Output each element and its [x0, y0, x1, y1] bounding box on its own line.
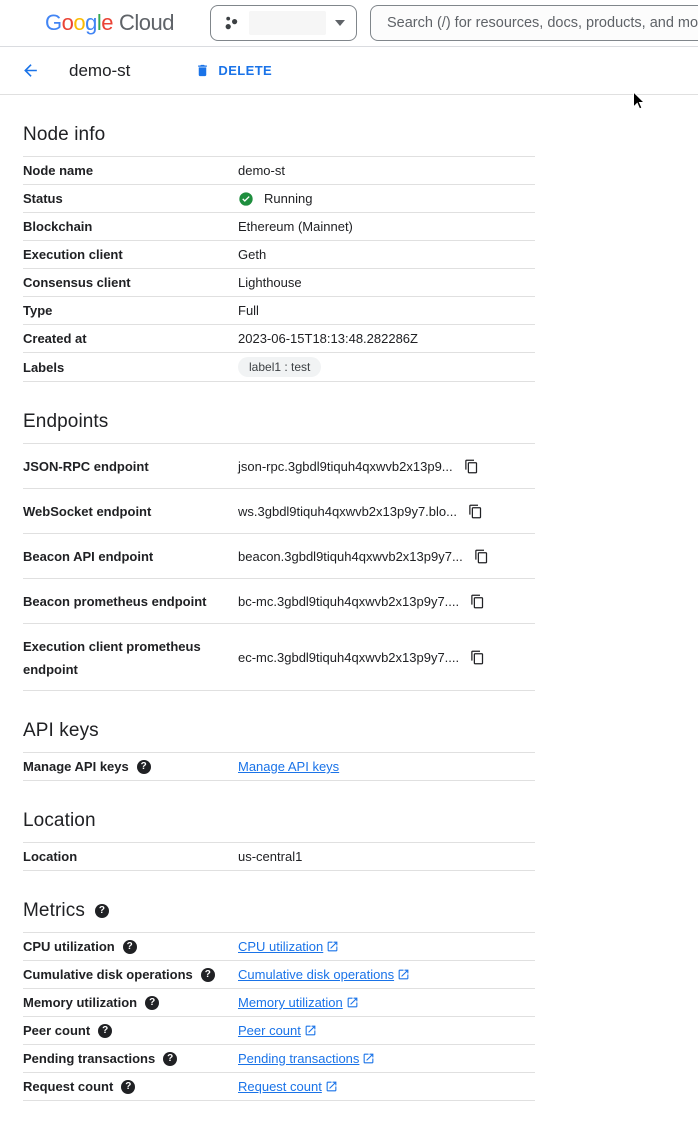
row-value — [238, 489, 483, 533]
table-row — [23, 212, 535, 240]
open-in-new-icon — [325, 1080, 338, 1093]
row-label: Cumulative disk operations ? — [23, 967, 238, 982]
help-icon[interactable]: ? — [163, 1052, 177, 1066]
table-row — [23, 960, 535, 988]
table-row — [23, 623, 535, 690]
row-value — [238, 624, 485, 690]
row-value — [238, 967, 410, 982]
row-label: Pending transactions ? — [23, 1051, 238, 1066]
row-value: Full — [238, 303, 259, 318]
row-label: Labels — [23, 359, 65, 375]
node-info-heading: Node info — [23, 124, 106, 145]
row-label: Blockchain — [23, 219, 93, 234]
help-icon[interactable]: ? — [201, 968, 215, 982]
copy-button[interactable] — [474, 549, 489, 564]
google-cloud-logo[interactable] — [45, 10, 174, 36]
manage-api-keys-link[interactable]: Manage API keys — [238, 759, 340, 774]
table-row — [23, 324, 535, 352]
row-value: Ethereum (Mainnet) — [238, 219, 353, 234]
table-row — [23, 488, 535, 533]
row-value: us-central1 — [238, 849, 303, 864]
row-value — [238, 579, 485, 623]
metric-link[interactable]: Request count — [238, 1079, 338, 1094]
back-button[interactable] — [18, 59, 42, 83]
project-name-redacted — [249, 11, 326, 35]
table-row — [23, 296, 535, 324]
metric-link[interactable]: Peer count — [238, 1023, 317, 1038]
row-label: Status — [23, 191, 63, 206]
table-row — [23, 1044, 535, 1072]
delete-button[interactable] — [187, 57, 280, 84]
copy-icon — [470, 594, 485, 609]
row-value: Geth — [238, 247, 267, 262]
metric-link[interactable]: Cumulative disk operations — [238, 967, 410, 982]
table-row — [23, 533, 535, 578]
table-row — [23, 988, 535, 1016]
copy-button[interactable] — [468, 504, 483, 519]
table-row — [23, 752, 535, 780]
copy-button[interactable] — [470, 650, 485, 665]
arrow-back-icon — [21, 61, 40, 80]
metric-link[interactable]: Pending transactions — [238, 1051, 375, 1066]
page-header — [0, 47, 698, 95]
row-label: Execution client — [23, 247, 123, 262]
open-in-new-icon — [397, 968, 410, 981]
row-label: Manage API keys ? — [23, 759, 238, 774]
main-content — [0, 124, 535, 1101]
open-in-new-icon — [326, 940, 339, 953]
endpoints-table — [23, 443, 535, 691]
table-row — [23, 842, 535, 870]
row-value — [238, 1051, 375, 1066]
row-label: Request count ? — [23, 1079, 238, 1094]
help-icon[interactable]: ? — [137, 760, 151, 774]
row-label: WebSocket endpoint — [23, 504, 152, 519]
row-label: Consensus client — [23, 275, 131, 290]
label-chip: label1 : test — [238, 357, 321, 377]
table-row — [23, 184, 535, 212]
delete-button-label: DELETE — [218, 63, 273, 78]
page-title: demo-st — [69, 60, 131, 80]
row-value — [238, 1023, 317, 1038]
row-value: demo-st — [238, 163, 285, 178]
row-value — [238, 534, 489, 578]
row-label: Type — [23, 303, 53, 318]
endpoints-heading: Endpoints — [23, 411, 109, 432]
chevron-down-icon — [335, 20, 345, 26]
row-label: Peer count ? — [23, 1023, 238, 1038]
copy-button[interactable] — [464, 459, 479, 474]
table-row — [23, 240, 535, 268]
open-in-new-icon — [362, 1052, 375, 1065]
row-value — [238, 357, 321, 377]
open-in-new-icon — [304, 1024, 317, 1037]
row-value — [238, 444, 479, 488]
metric-link[interactable]: CPU utilization — [238, 939, 339, 954]
help-icon[interactable]: ? — [121, 1080, 135, 1094]
row-label: Execution client prometheus endpoint — [23, 639, 201, 677]
copy-icon — [474, 549, 489, 564]
endpoint-url: ws.3gbdl9tiquh4qxwvb2x13p9y7.blo... — [238, 503, 457, 519]
status-check-icon — [238, 191, 254, 207]
endpoint-url: json-rpc.3gbdl9tiquh4qxwvb2x13p9... — [238, 458, 453, 474]
row-value: Lighthouse — [238, 275, 302, 290]
location-table — [23, 842, 535, 871]
row-label: Beacon API endpoint — [23, 549, 154, 564]
row-value — [238, 1079, 338, 1094]
trash-icon — [195, 63, 210, 78]
copy-icon — [464, 459, 479, 474]
row-label: Memory utilization ? — [23, 995, 238, 1010]
search-input[interactable] — [370, 5, 698, 41]
endpoint-url: beacon.3gbdl9tiquh4qxwvb2x13p9y7... — [238, 548, 463, 564]
row-value: 2023-06-15T18:13:48.282286Z — [238, 331, 418, 346]
row-label: CPU utilization ? — [23, 939, 238, 954]
help-icon[interactable]: ? — [95, 904, 109, 918]
copy-button[interactable] — [470, 594, 485, 609]
table-row — [23, 1072, 535, 1100]
table-row — [23, 443, 535, 488]
row-value — [238, 759, 339, 774]
row-label: JSON-RPC endpoint — [23, 459, 149, 474]
table-row — [23, 352, 535, 381]
table-row — [23, 156, 535, 184]
row-value — [238, 995, 359, 1010]
table-row — [23, 578, 535, 623]
endpoint-url: ec-mc.3gbdl9tiquh4qxwvb2x13p9y7.... — [238, 649, 460, 665]
help-icon[interactable]: ? — [98, 1024, 112, 1038]
table-row — [23, 268, 535, 296]
api-keys-table — [23, 752, 535, 781]
table-row — [23, 932, 535, 960]
node-info-table — [23, 156, 535, 382]
table-row — [23, 1016, 535, 1044]
top-bar — [0, 0, 698, 47]
help-icon[interactable]: ? — [123, 940, 137, 954]
location-heading: Location — [23, 810, 96, 831]
help-icon[interactable]: ? — [145, 996, 159, 1010]
row-value — [238, 191, 312, 207]
row-value — [238, 939, 339, 954]
endpoint-url: bc-mc.3gbdl9tiquh4qxwvb2x13p9y7.... — [238, 593, 460, 609]
copy-icon — [470, 650, 485, 665]
api-keys-heading: API keys — [23, 720, 99, 741]
row-label: Created at — [23, 331, 87, 346]
project-selector[interactable] — [210, 5, 357, 41]
project-icon — [222, 14, 240, 32]
row-label: Location — [23, 849, 78, 864]
copy-icon — [468, 504, 483, 519]
metrics-table — [23, 932, 535, 1101]
google-logo-text: Google — [45, 10, 114, 35]
row-label: Beacon prometheus endpoint — [23, 594, 207, 609]
status-text: Running — [264, 191, 313, 206]
cloud-logo-text: Cloud — [119, 10, 174, 35]
row-label: Node name — [23, 163, 94, 178]
open-in-new-icon — [346, 996, 359, 1009]
metrics-heading: Metrics ? — [23, 900, 535, 922]
metric-link[interactable]: Memory utilization — [238, 995, 359, 1010]
